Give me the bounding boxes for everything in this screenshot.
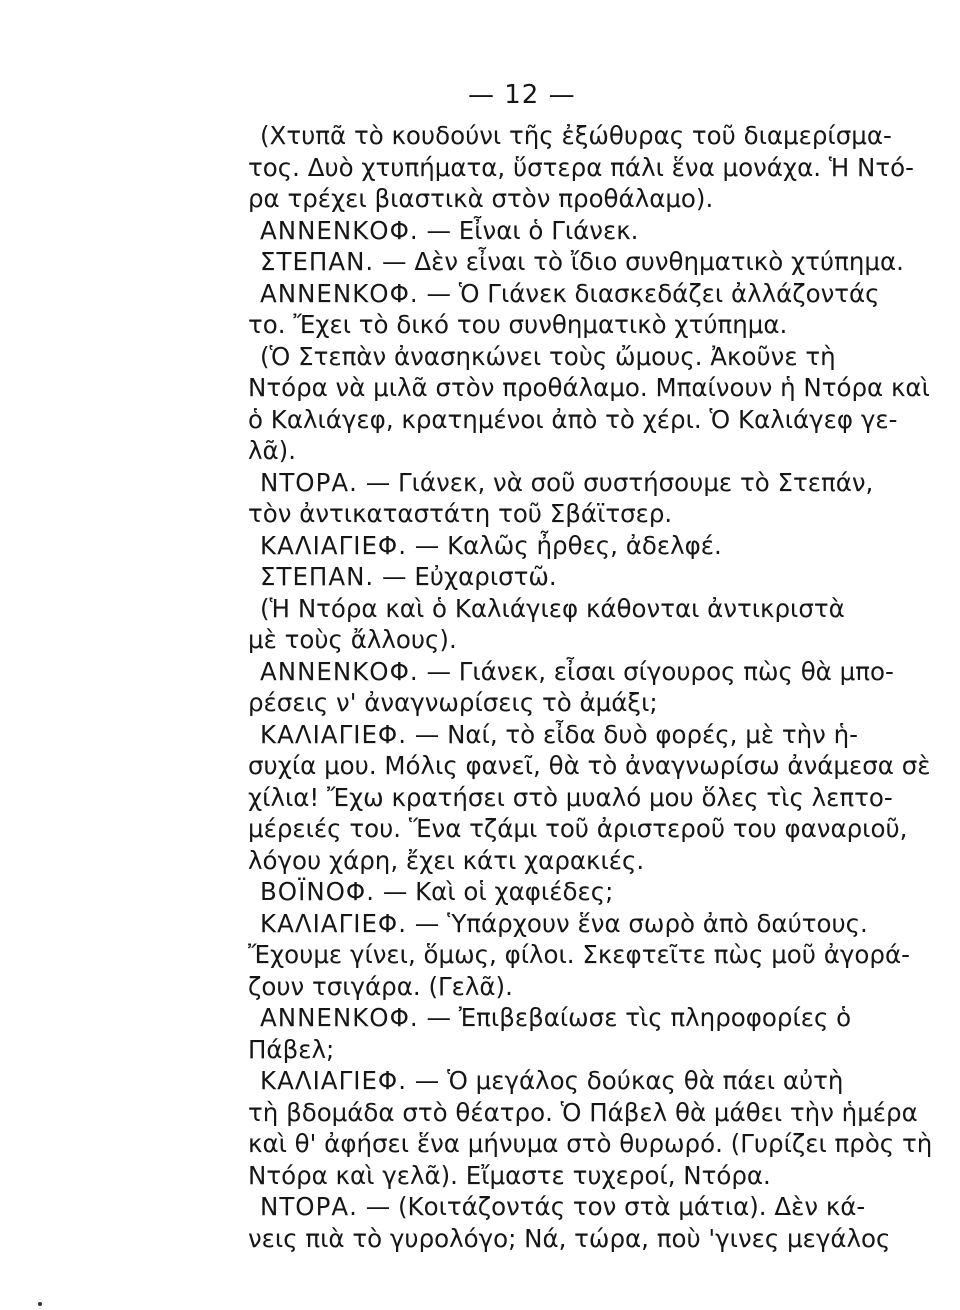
text-line <box>248 971 888 1003</box>
text-line <box>248 908 888 940</box>
line-text: — Ὁ Γιάνεκ διασκεδάζει ἀλλάζοντάς <box>426 278 880 308</box>
line-text: ρα τρέχει βιαστικὰ στὸν προθάλαμο). <box>248 184 714 213</box>
text-line <box>248 593 888 625</box>
speaker-name: ΝΤΟΡΑ. <box>260 467 358 497</box>
text-line <box>248 1034 888 1066</box>
line-text: — Ἐπιβεβαίωσε τὶς πληροφορίες ὁ <box>426 1003 852 1032</box>
text-line <box>248 750 931 782</box>
line-text: — Καὶ οἱ χαφιέδες; <box>382 877 614 906</box>
speaker-name: ΣΤΕΠΑΝ. <box>260 562 375 591</box>
line-text: (Χτυπᾶ τὸ κουδούνι τῆς ἐξώθυρας τοῦ διαμερίσμα- <box>260 121 892 150</box>
speaker-name: ΚΑΛΙΑΓΙΕΦ. <box>260 530 407 560</box>
text-line <box>248 435 888 467</box>
text-line <box>248 1160 888 1192</box>
text-line <box>248 939 910 971</box>
speaker-name: ΑΝΝΕΝΚΟΦ. <box>260 656 419 686</box>
line-text: ρέσεις ν' ἀναγνωρίσεις τὸ ἀμάξι; <box>248 688 658 717</box>
speaker-name: ΣΤΕΠΑΝ. <box>260 247 375 276</box>
text-line <box>248 183 888 215</box>
text-line <box>248 467 888 499</box>
text-line <box>248 404 898 436</box>
text-line <box>248 1191 888 1223</box>
speaker-name: ΚΑΛΙΑΓΙΕΦ. <box>260 719 407 749</box>
line-text: Πάβελ; <box>248 1034 335 1064</box>
line-text: ὁ Καλιάγεφ, κρατημένοι ἀπὸ τὸ χέρι. Ὁ Καλιάγεφ γε- <box>248 404 898 434</box>
line-text: το. Ἔχει τὸ δικό του συνθηματικὸ χτύπημα. <box>248 310 788 339</box>
line-text: — (Κοιτάζοντάς τον στὰ μάτια). Δὲν κά- <box>365 1192 866 1221</box>
text-line <box>248 719 888 751</box>
line-text: (Ἡ Ντόρα καὶ ὁ Καλιάγιεφ κάθονται ἀντικριστὰ <box>260 593 845 623</box>
speaker-name: ΚΑΛΙΑΓΙΕΦ. <box>260 908 407 938</box>
line-text: καὶ θ' ἀφήσει ἕνα μήνυμα στὸ θυρωρό. (Γυρίζει πρὸς τὴ <box>248 1129 933 1158</box>
line-text: τὴ βδομάδα στὸ θέατρο. Ὁ Πάβελ θὰ μάθει τὴν ἡμέρα <box>248 1097 918 1127</box>
line-text: λᾶ). <box>248 436 296 465</box>
speaker-name: ΑΝΝΕΝΚΟΦ. <box>260 278 419 308</box>
text-line <box>248 1128 933 1160</box>
text-line <box>248 1223 891 1255</box>
text-line <box>248 1097 918 1129</box>
text-line <box>248 152 914 184</box>
text-line <box>248 120 892 152</box>
text-line <box>248 278 888 310</box>
speaker-name: ΒΟΪΝΟΦ. <box>260 877 376 906</box>
text-line <box>248 309 888 341</box>
text-line <box>248 813 908 845</box>
speaker-name: ΑΝΝΕΝΚΟΦ. <box>260 1003 419 1032</box>
line-text: — Ὁ μεγάλος δούκας θὰ πάει αὐτὴ <box>414 1066 844 1095</box>
text-line <box>248 246 904 278</box>
speaker-name: ΑΝΝΕΝΚΟΦ. <box>260 215 419 245</box>
line-text: — Ναί, τὸ εἶδα δυὸ φορές, μὲ τὴν ἡ- <box>414 719 858 749</box>
text-line <box>248 624 888 656</box>
text-line <box>248 782 893 814</box>
line-text: μὲ τοὺς ἄλλους). <box>248 625 457 654</box>
text-line <box>248 341 888 373</box>
line-text: τος. Δυὸ χτυπήματα, ὕστερα πάλι ἕνα μονάχα. Ἡ Ντό- <box>248 152 914 182</box>
text-line <box>248 1002 888 1034</box>
line-text: — Γιάνεκ, εἶσαι σίγουρος πὼς θὰ μπο- <box>426 656 894 686</box>
text-line <box>248 372 930 404</box>
text-line <box>248 687 888 719</box>
line-text: Ντόρα νὰ μιλᾶ στὸν προθάλαμο. Μπαίνουν ἡ Ντόρα καὶ <box>248 373 930 402</box>
text-line <box>248 656 894 688</box>
text-line <box>248 876 888 908</box>
line-text: Ντόρα καὶ γελᾶ). Εἴμαστε τυχεροί, Ντόρα. <box>248 1160 771 1190</box>
line-text: νεις πιὰ τὸ γυρολόγο; Νά, τώρα, ποὺ 'γινες μεγάλος <box>248 1223 891 1253</box>
line-text: — Εὐχαριστῶ. <box>382 562 557 591</box>
line-text: — Ὑπάρχουν ἕνα σωρὸ ἀπὸ δαύτους. <box>414 908 868 938</box>
text-line <box>248 498 888 530</box>
text-line <box>248 530 888 562</box>
line-text: λόγου χάρη, ἔχει κάτι χαρακιές. <box>248 845 645 875</box>
line-text: μέρειές του. Ἕνα τζάμι τοῦ ἀριστεροῦ του φαναριοῦ, <box>248 814 908 843</box>
speaker-name: ΝΤΟΡΑ. <box>260 1192 358 1221</box>
line-text: — Εἶναι ὁ Γιάνεκ. <box>426 215 639 245</box>
line-text: — Δὲν εἶναι τὸ ἴδιο συνθηματικὸ χτύπημα. <box>382 247 904 276</box>
text-line <box>248 845 888 877</box>
line-text: ζουν τσιγάρα. (Γελᾶ). <box>248 971 513 1001</box>
stray-dot <box>38 1302 42 1306</box>
line-text: Ἔχουμε γίνει, ὅμως, φίλοι. Σκεφτεῖτε πὼς μοῦ ἀγορά- <box>248 940 910 969</box>
line-text: χίλια! Ἔχω κρατήσει στὸ μυαλό μου ὅλες τὶς λεπτο- <box>248 782 893 812</box>
play-text <box>248 120 933 1254</box>
line-text: (Ὁ Στεπὰν ἀνασηκώνει τοὺς ὤμους. Ἀκοῦνε τὴ <box>260 341 836 371</box>
page-number: — 12 — <box>468 80 576 110</box>
line-text: συχία μου. Μόλις φανεῖ, θὰ τὸ ἀναγνωρίσω ἀνάμεσα σὲ <box>248 751 931 780</box>
text-line <box>248 1065 888 1097</box>
text-line <box>248 215 888 247</box>
text-line <box>248 561 888 593</box>
line-text: τὸν ἀντικαταστάτη τοῦ Σβάϊτσερ. <box>248 499 673 528</box>
line-text: — Καλῶς ἦρθες, ἀδελφέ. <box>414 530 722 560</box>
speaker-name: ΚΑΛΙΑΓΙΕΦ. <box>260 1066 407 1095</box>
line-text: — Γιάνεκ, νὰ σοῦ συστήσουμε τὸ Στεπάν, <box>365 467 874 497</box>
